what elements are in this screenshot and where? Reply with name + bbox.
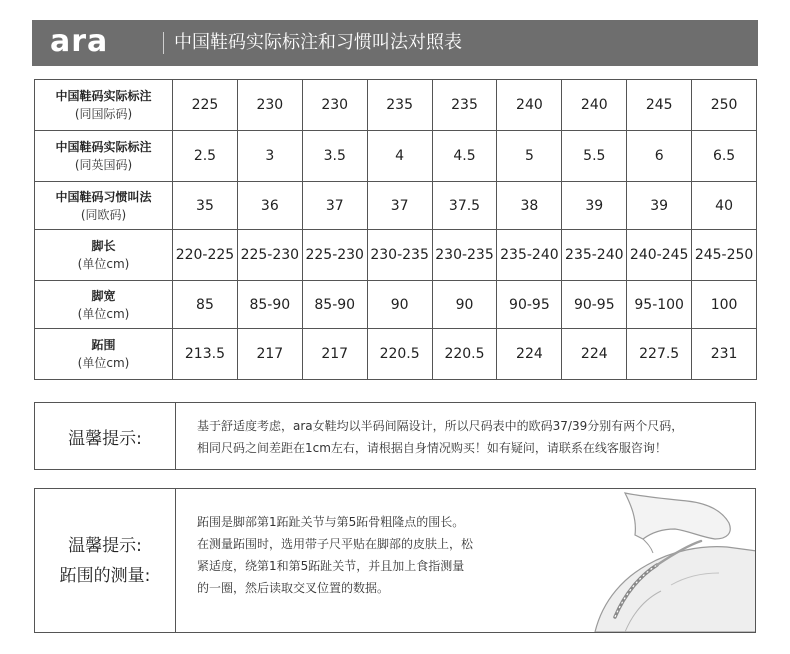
table-row	[35, 182, 757, 230]
table-cell: 3.5	[302, 131, 367, 182]
table-cell: 90	[432, 281, 497, 329]
table-cell: 5	[497, 131, 562, 182]
table-cell: 4.5	[432, 131, 497, 182]
measure-text	[197, 511, 507, 599]
table-cell: 240	[562, 80, 627, 131]
table-cell: 227.5	[627, 329, 692, 380]
table-cell: 224	[497, 329, 562, 380]
table-row	[35, 230, 757, 281]
table-cell: 231	[692, 329, 757, 380]
logo-divider	[163, 32, 164, 54]
table-row	[35, 131, 757, 182]
measure-line: 紧适度，绕第1和第5跖趾关节，并且加上食指测量	[197, 559, 465, 573]
table-cell: 39	[627, 182, 692, 230]
table-cell: 235-240	[562, 230, 627, 281]
header-bar	[32, 20, 758, 66]
table-cell: 235-240	[497, 230, 562, 281]
row-header-sub: (同欧码)	[80, 207, 127, 222]
row-header	[35, 329, 173, 380]
measure-label-line: 跖围的测量:	[59, 565, 151, 586]
page-title: 中国鞋码实际标注和习惯叫法对照表	[174, 32, 462, 53]
table-cell: 38	[497, 182, 562, 230]
table-cell: 217	[302, 329, 367, 380]
notice-box	[34, 402, 756, 470]
table-cell: 224	[562, 329, 627, 380]
table-cell: 85	[173, 281, 238, 329]
table-cell: 39	[562, 182, 627, 230]
row-header-label: 中国鞋码实际标注	[55, 140, 152, 154]
measure-line: 跖围是脚部第1跖趾关节与第5跖骨粗隆点的围长。	[197, 515, 465, 529]
table-cell: 213.5	[173, 329, 238, 380]
table-cell: 225-230	[302, 230, 367, 281]
row-header-label: 中国鞋码实际标注	[55, 89, 152, 103]
table-cell: 37	[302, 182, 367, 230]
table-cell: 250	[692, 80, 757, 131]
table-cell: 5.5	[562, 131, 627, 182]
size-chart-table	[34, 79, 757, 380]
row-header	[35, 131, 173, 182]
row-header-sub: (单位cm)	[77, 306, 130, 321]
table-cell: 37	[367, 182, 432, 230]
table-cell: 85-90	[302, 281, 367, 329]
notice-line: 相同尺码之间差距在1cm左右，请根据自身情况购买！如有疑问，请联系在线客服咨询！	[197, 441, 667, 455]
table-cell: 6.5	[692, 131, 757, 182]
table-cell: 6	[627, 131, 692, 182]
table-cell: 85-90	[237, 281, 302, 329]
table-cell: 225-230	[237, 230, 302, 281]
table-cell: 35	[173, 182, 238, 230]
row-header	[35, 281, 173, 329]
table-cell: 3	[237, 131, 302, 182]
row-header	[35, 182, 173, 230]
table-cell: 230-235	[432, 230, 497, 281]
row-header-sub: (同国际码)	[74, 107, 133, 121]
table-cell: 100	[692, 281, 757, 329]
table-cell: 220.5	[367, 329, 432, 380]
table-cell: 235	[367, 80, 432, 131]
row-header	[35, 230, 173, 281]
table-cell: 220-225	[173, 230, 238, 281]
table-cell: 36	[237, 182, 302, 230]
table-cell: 230	[302, 80, 367, 131]
notice-text	[197, 415, 747, 459]
row-header-label: 跖围	[91, 338, 116, 352]
table-cell: 245-250	[692, 230, 757, 281]
brand-logo: ara	[50, 24, 109, 59]
table-cell: 235	[432, 80, 497, 131]
row-header-sub: (单位cm)	[77, 356, 130, 370]
foot-measure-illustration	[475, 489, 756, 632]
measure-label-line: 温馨提示:	[68, 535, 142, 556]
table-cell: 40	[692, 182, 757, 230]
measure-label	[35, 489, 176, 632]
table-cell: 240-245	[627, 230, 692, 281]
row-header-label: 中国鞋码习惯叫法	[55, 189, 152, 204]
table-cell: 230	[237, 80, 302, 131]
table-cell: 230-235	[367, 230, 432, 281]
row-header-label: 脚宽	[91, 288, 116, 303]
row-header-label: 脚长	[91, 239, 116, 253]
table-cell: 90-95	[497, 281, 562, 329]
measure-box	[34, 488, 756, 633]
table-cell: 90-95	[562, 281, 627, 329]
table-cell: 4	[367, 131, 432, 182]
table-cell: 245	[627, 80, 692, 131]
notice-line: 基于舒适度考虑，ara女鞋均以半码间隔设计，所以尺码表中的欧码37/39分别有两个尺码，	[197, 419, 684, 433]
notice-label: 温馨提示:	[35, 403, 176, 469]
table-cell: 225	[173, 80, 238, 131]
table-row	[35, 80, 757, 131]
measure-line: 在测量跖围时，选用带子尺平贴在脚部的皮肤上，松	[197, 537, 474, 551]
table-cell: 37.5	[432, 182, 497, 230]
table-cell: 240	[497, 80, 562, 131]
table-cell: 2.5	[173, 131, 238, 182]
row-header	[35, 80, 173, 131]
table-row	[35, 329, 757, 380]
table-row	[35, 281, 757, 329]
table-cell: 95-100	[627, 281, 692, 329]
measure-line: 的一圈，然后读取交叉位置的数据。	[197, 581, 390, 595]
row-header-sub: (单位cm)	[77, 257, 130, 271]
table-cell: 220.5	[432, 329, 497, 380]
table-cell: 217	[237, 329, 302, 380]
row-header-sub: (同英国码)	[74, 158, 133, 172]
table-cell: 90	[367, 281, 432, 329]
